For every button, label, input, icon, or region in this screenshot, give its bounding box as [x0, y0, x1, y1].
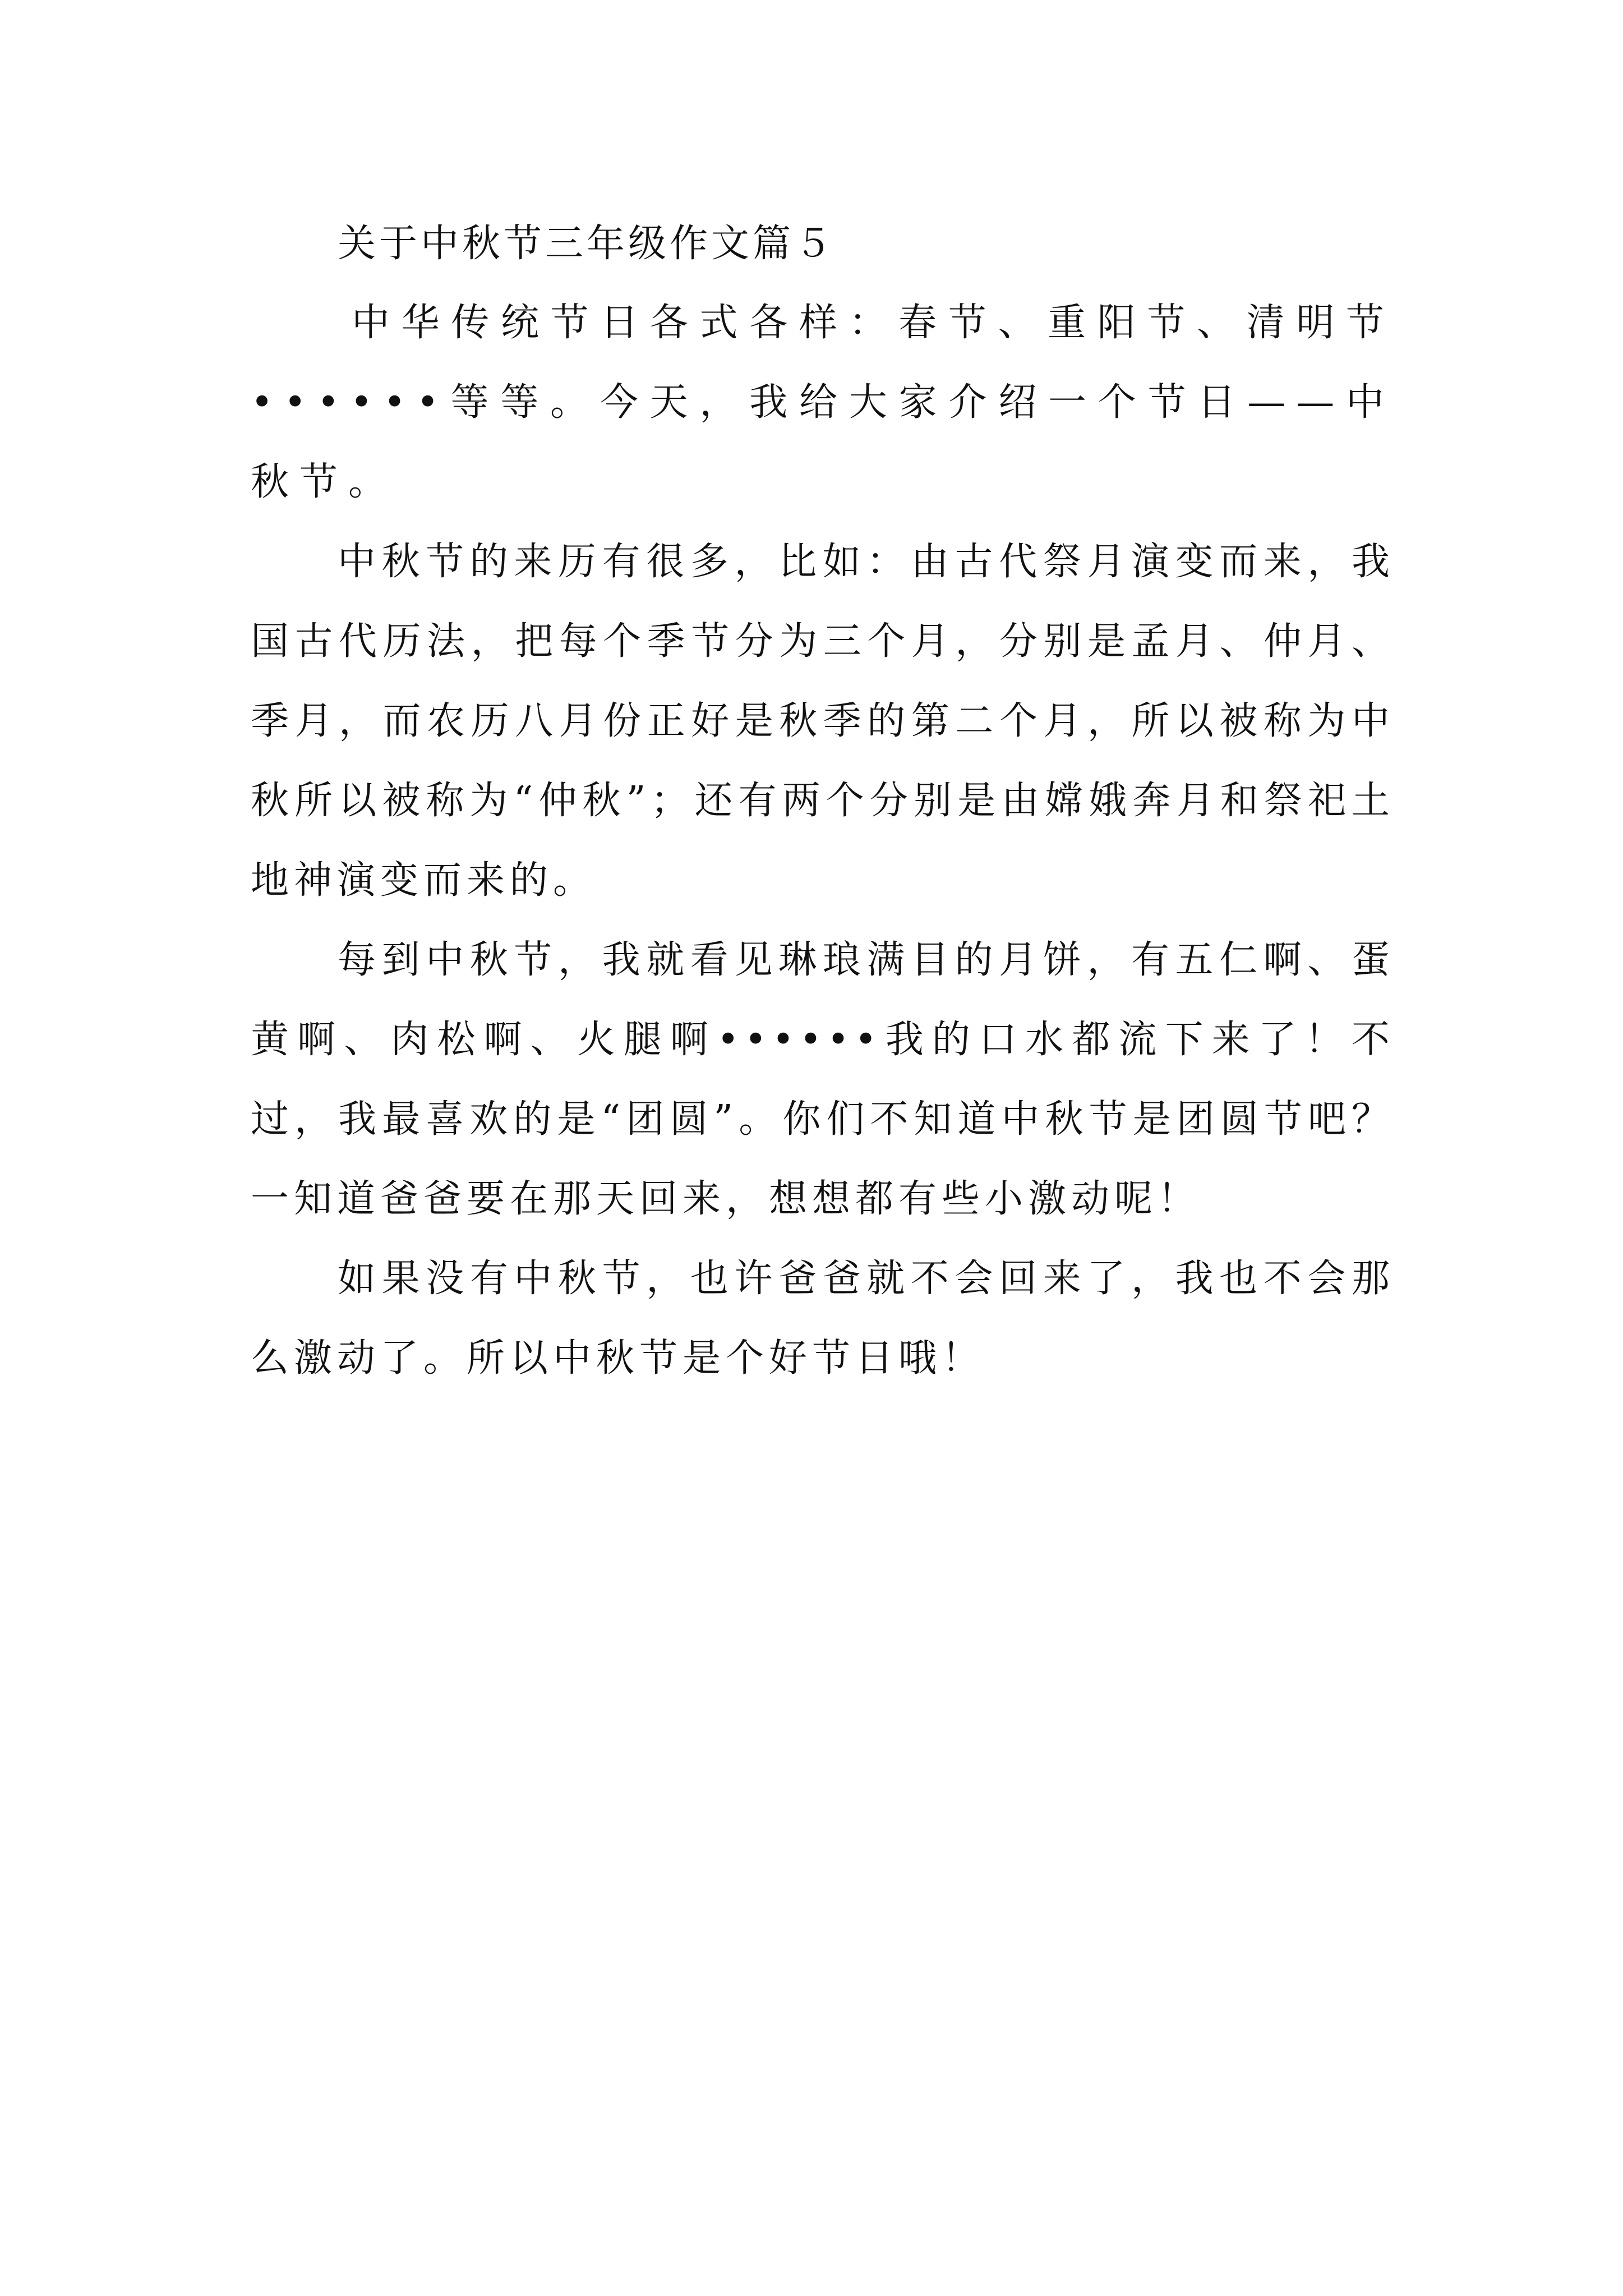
paragraph-2: 中秋节的来历有很多，比如：由古代祭月演变而来，我国古代历法，把每个季节分为三个月，分别是孟月、仲月、季月，而农历八月份正好是秋季的第二个月，所以被称为中秋所以被称为“仲秋”；还有两个分别是由嫦娥奔月和祭祀土地神演变而来的。 [251, 540, 1395, 903]
paragraph-1: 中华传统节日各式各样：春节、重阳节、清明节••••••等等。今天，我给大家介绍一个节日——中秋节。 [251, 301, 1395, 504]
paragraph-3: 每到中秋节，我就看见琳琅满目的月饼，有五仁啊、蛋黄啊、肉松啊、火腿啊••••••我的口水都流下来了！不过，我最喜欢的是“团圆”。你们不知道中秋节是团圆节吧？一知道爸爸要在那天回来，想想都有些小激动呢！ [251, 938, 1395, 1221]
document-title: 关于中秋节三年级作文篇５ [338, 222, 836, 266]
paragraph-4: 如果没有中秋节，也许爸爸就不会回来了，我也不会那么激动了。所以中秋节是个好节日哦！ [251, 1257, 1395, 1381]
document-body [251, 205, 1395, 1398]
